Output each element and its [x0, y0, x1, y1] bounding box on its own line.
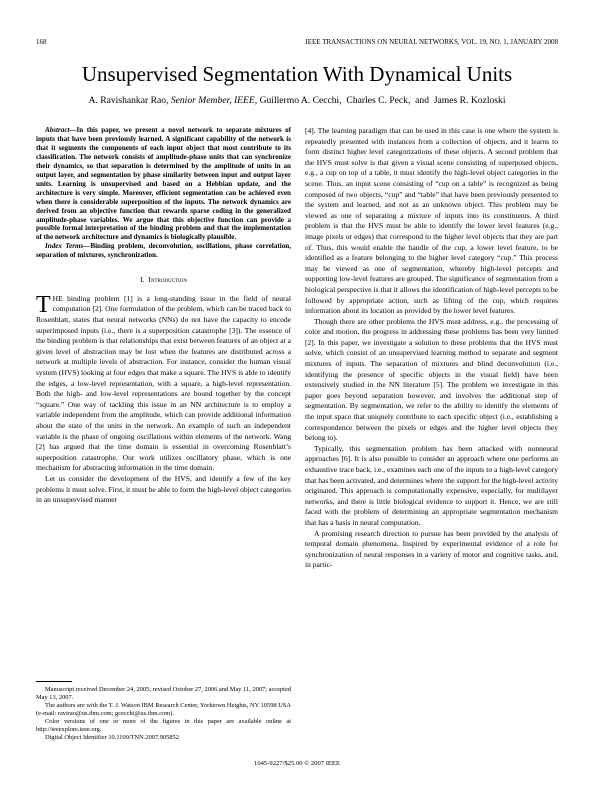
intro-paragraph-2: Let us consider the development of the HVS, and identify a few of the key problems it must solve. First, it must be able to form the high-level object categories in an unsupervised manner — [36, 473, 291, 505]
body-paragraph-4: A promising research direction to pursue has been provided by the analysis of temporal domain phenomena. Inspired by experimental evidence of a role for synchronization of neural responses in a variety of motor and cognitive tasks, and, in partic- — [305, 528, 558, 570]
author-1: A. Ravishankar Rao, — [88, 95, 169, 106]
intro-paragraph-1 — [36, 291, 291, 474]
abstract-label: Abstract— — [45, 126, 77, 134]
footnote-color: Color versions of one or more of the figures in this paper are available online at http://ieeexplore.ieee.org. — [36, 718, 291, 733]
paper-title: Unsupervised Segmentation With Dynamical Units — [81, 62, 513, 86]
author-1-role: Senior Member, IEEE, — [170, 95, 258, 106]
body-paragraph-2: Though there are other problems the HVS must address, e.g., the processing of color and motion, the progress in addressing these problems has been very limited [2]. In this paper, we investigate a solution to these problems that the HVS must solve, which consist of an unsupervised learning method to separate and segment mixtures of inputs. The separation of mixtures and blind deconvolution (i.e., identifying the presence of specific objects in the visual field) have been extensively studied in the NN literature [5]. The problem we investigate in this paper goes beyond separation however, and involves the additional step of segmentation. By segmentation, we refer to the ability to identify the elements of the input space that uniquely contribute to each specific object (i.e., establishing a correspondence between the pixels or edges and the higher level objects they belong to). — [305, 316, 558, 443]
body-paragraph-1: [4]. The learning paradigm that can be used in this case is one where the system is repeatedly presented with instances from a collection of objects, and it learns to form distinct higher level categorizations of these objects. A second problem that the HVS must solve is that given a visual scene consisting of superposed objects, e.g., a cup on top of a table, it must identify the high-level object categories in the scene. Thus, an input scene consisting of “cup on a table” is recognized as being composed of two objects, “cup” and “table” that have been previously presented to the system and learned, and not as an unknown object. This problem may be viewed as one of separating a mixture of inputs into its constituents. A third problem is that the HVS must be able to identify the lower level features (e.g., image pixels or edges) that correspond to the higher level objects that they are part of. Thus, this would enable the handle of the cup, a lower level feature, to be identified as a feature belonging to the higher level category “cup.” This process may be viewed as one of segmentation, whereby high-level percepts and supporting low-level features are grouped. The significance of segmentation from a biological perspective is that it allows the identification of high-level percepts to be followed by appropriate action, such as lifting of the cup, which requires information about its location as provided by the lower level features. — [305, 126, 558, 316]
left-column — [36, 126, 291, 506]
author-line — [0, 95, 594, 106]
copyright-line: 1045-9227/$25.00 © 2007 IEEE — [254, 760, 340, 767]
page-number: 168 — [36, 38, 47, 46]
abstract-text: In this paper, we present a novel network to separate mixtures of inputs that have been previously learned. A significant capability of the network is that it segments the components of each input object that most contribute to its classification. The network consists of amplitude-phase units that can synchronize their dynamics, so that separation is determined by the amplitude of units in an output layer, and segmentation by phase similarity between input and output layer units. Learning is unsupervised and based on a Hebbian update, and the architecture is very simple. Moreover, efficient segmentation can be achieved even when there is considerable superposition of the inputs. The network dynamics are derived from an objective function that rewards sparse coding in the generalized amplitude-phase variables. We argue that this objective function can provide a possible formal interpretation of the binding problem and that the implementation of the network architecture and dynamics is biologically plausible. — [36, 126, 291, 242]
footnote-received: Manuscript received December 24, 2005; revised October 27, 2006 and May 11, 2007; accepted May 13, 2007. — [36, 686, 291, 701]
index-terms-label: Index Terms— — [45, 242, 91, 251]
journal-name: IEEE TRANSACTIONS ON NEURAL NETWORKS, VOL. 19, NO. 1, JANUARY 2008 — [305, 38, 558, 46]
index-terms — [36, 242, 291, 260]
other-authors: Guillermo A. Cecchi, Charles C. Peck, and James R. Kozloski — [259, 95, 506, 106]
section-title: Introduction — [148, 275, 187, 285]
footnote-rule — [36, 681, 72, 682]
footnotes — [36, 681, 291, 742]
section-number: I. — [140, 275, 145, 285]
right-column — [305, 126, 558, 571]
body-paragraph-3: Typically, this segmentation problem has been attacked with nonneural approaches [6]. It is also possible to consider an approach where one performs an exhaustive trace back, i.e., examines each one of the inputs to a high-level category that has been activated, and determines where the support for the high-level activity originated. This approach is computationally expensive, especially, for multilayer networks, and there is little biological evidence to support it. Hence, we are still faced with the problem of determining an appropriate segmentation mechanism that has a basis in neural computation. — [305, 443, 558, 527]
intro-text-1: HE binding problem [1] is a long-standing issue in the field of neural computation [2]. One formulation of the problem, which can be traced back to Rosenblatt, states that neural networks (NNs) do not have the capacity to encode superimposed inputs (i.e., there is a superposition catastrophe [3]). The essence of the binding problem is that relationships that exist between features of an object at a given level of abstraction may be lost when the features are distributed across a network at multiple levels of abstraction. For instance, consider the human visual system (HVS) looking at four edges that make a square. The HVS is able to identify the edges, a low-level representation, with a square, a high-level representation. Both the high- and low-level representations are bound together by the concept “square.” One way of tackling this issue in an NN architecture is to employ a variable independent from the amplitude, which can provide additional information about the state of the units in the network. An example of such an independent variable is the phase of ongoing oscillations within elements of the network. Wang [2] has argued that the time domain is essential in overcoming Rosenblatt’s superposition catastrophe. Our work utilizes oscillatory phase, which is one mechanism for abstracting information in the time domain. — [36, 293, 291, 473]
abstract — [36, 126, 291, 242]
footnote-doi: Digital Object Identifier 10.1109/TNN.2007.905852 — [45, 734, 179, 741]
index-terms-text: Binding problem, deconvolution, oscillations, phase correlation, separation of mixtures, synchronization. — [36, 242, 291, 260]
section-heading — [36, 275, 291, 286]
footnote-affiliation: The authors are with the T. J. Watson IBM Research Center, Yorktown Heights, NY 10598 USA (e-mail: ravirao@us.ibm.com; gcecchi@us.ibm.com). — [36, 702, 291, 717]
drop-cap: T — [36, 291, 51, 318]
